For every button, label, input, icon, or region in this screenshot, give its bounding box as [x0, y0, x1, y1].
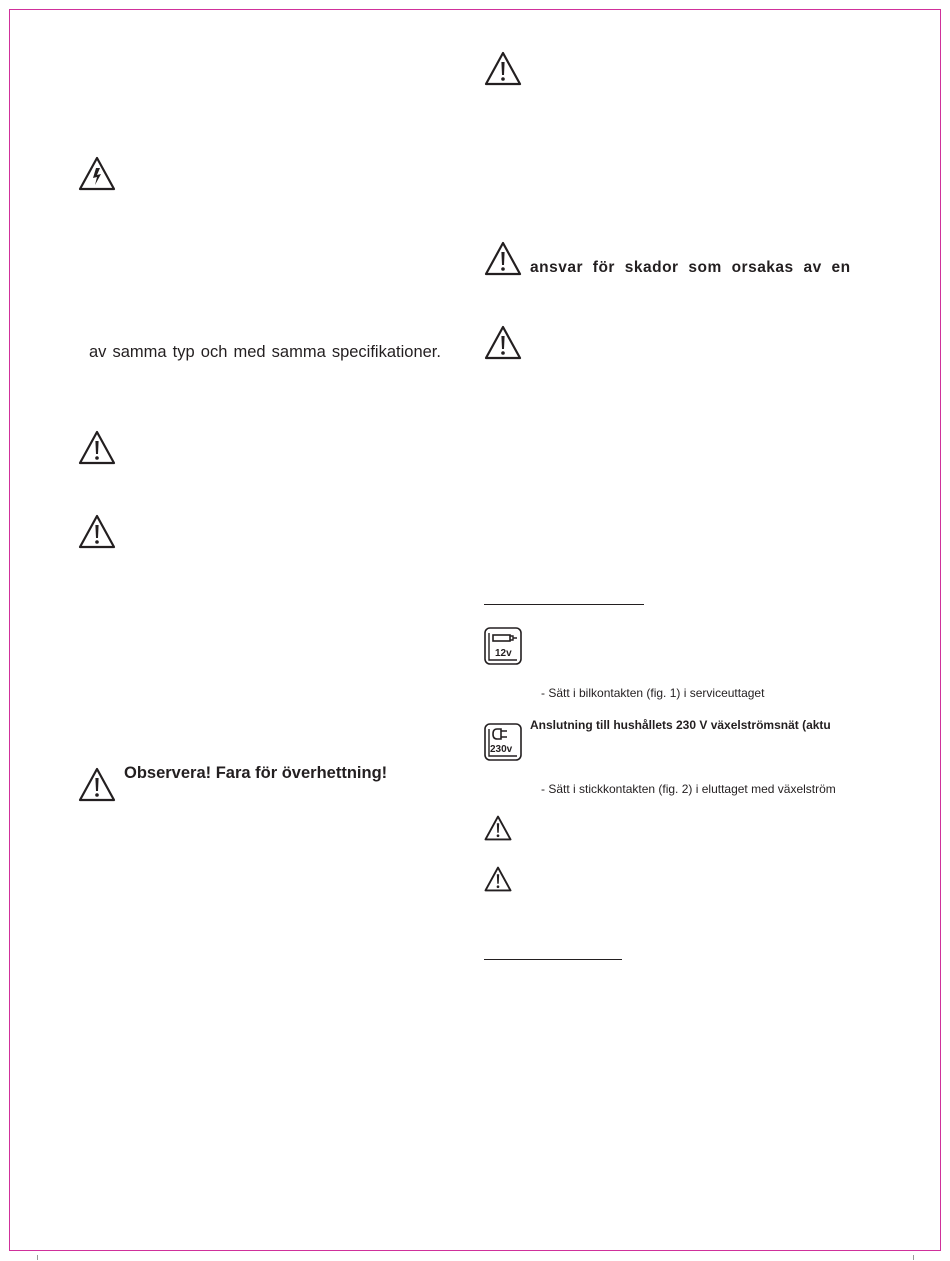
- car-plug-badge-label: 12v: [495, 648, 512, 659]
- warning-icon: [78, 430, 116, 465]
- car-socket-step: - Sätt i bilkontakten (fig. 1) i serviceuttaget: [541, 686, 765, 700]
- crop-mark: [37, 1255, 38, 1260]
- page-border: [9, 9, 941, 1251]
- mains-step: - Sätt i stickkontakten (fig. 2) i eluttaget med växelström: [541, 782, 836, 796]
- crop-mark: [913, 1255, 914, 1260]
- warning-icon: [78, 514, 116, 549]
- electric-hazard-icon: [78, 156, 116, 191]
- warning-icon: [484, 241, 522, 276]
- warning-icon: [484, 815, 512, 841]
- warning-icon: [484, 866, 512, 892]
- section-divider: [484, 959, 622, 960]
- warning-icon: [484, 51, 522, 86]
- liability-line: ansvar för skador som orsakas av en: [530, 259, 851, 276]
- overheat-heading: Observera! Fara för överhettning!: [124, 764, 388, 782]
- mains-plug-230v-icon: [484, 723, 522, 761]
- warning-icon: [484, 325, 522, 360]
- spec-line: av samma typ och med samma specifikationer.: [89, 343, 441, 361]
- warning-icon: [78, 767, 116, 802]
- mains-plug-badge-label: 230v: [490, 744, 513, 755]
- car-plug-12v-icon: [484, 627, 522, 665]
- section-divider: [484, 604, 644, 605]
- mains-heading: Anslutning till hushållets 230 V växelströmsnät (aktu: [530, 718, 831, 732]
